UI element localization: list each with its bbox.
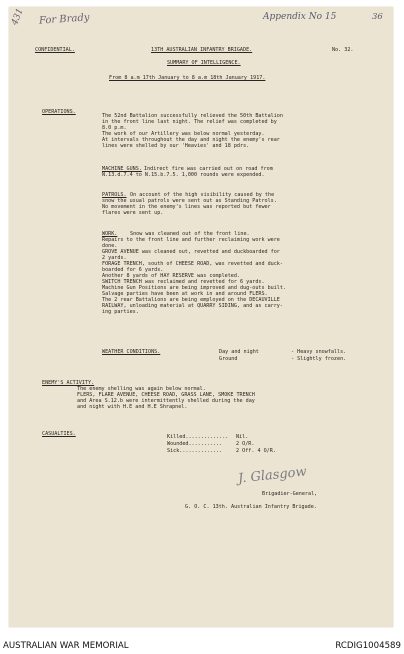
classification: CONFIDENTIAL. (35, 47, 75, 53)
enemy-activity-line: The enemy shelling was again below normal. (77, 386, 206, 392)
unit-name: 13TH AUSTRALIAN INFANTRY BRIGADE. (151, 47, 253, 53)
machine-guns-line: N.13.d.7.4 to N.15.b.7.5. 1,000 rounds were expended. (102, 172, 265, 178)
document-number: No. 32. (332, 47, 354, 53)
operations-line: in the front line last night. The relief was completed by (102, 119, 277, 125)
operations-line: 8.0 p.m. (102, 125, 127, 131)
archive-name: AUSTRALIAN WAR MEMORIAL (3, 641, 129, 651)
work-line: Repairs to the front line and further reclaiming work were (102, 237, 280, 243)
enemy-activity-line: FLERS, FLARE AVENUE, CHEESE ROAD, GRASS LANE, SMOKE TRENCH (77, 392, 255, 398)
signatory-rank: Brigadier-General, (262, 491, 318, 497)
operations-line: The work of our Artillery was below normal yesterday. (102, 131, 265, 137)
handwritten-folio-number: 431 (10, 7, 26, 27)
work-line: Snow was cleaned out of the front line. (130, 231, 250, 237)
archive-record-id: RCDIG1004589 (335, 641, 401, 651)
work-line: FORAGE TRENCH, south of CHEESE ROAD, was revetted and duck- (102, 261, 283, 267)
weather-heading: WEATHER CONDITIONS. (102, 349, 161, 355)
casualty-label: Killed.............. (167, 434, 229, 440)
work-line: ing parties. (102, 309, 139, 315)
casualty-label: Wounded........... (167, 441, 223, 447)
signatory-position: G. O. C. 13th. Australian Infantry Brigade. (185, 504, 317, 510)
patrols-line: snow the usual patrols were sent out as Standing Patrols. (102, 198, 277, 204)
operations-line: lines were shelled by our 'Heavies' and 18 pdrs. (102, 143, 250, 149)
patrols-line: No movement in the enemy's lines was reported but fewer (102, 204, 271, 210)
casualties-heading: CASUALTIES. (42, 431, 76, 437)
work-line: Another 8 yards of HAY RESERVE was completed. (102, 273, 241, 279)
handwritten-signature: J. Glasgow (237, 464, 308, 487)
document-title: SUMMARY OF INTELLIGENCE. (167, 60, 241, 66)
weather-label: Ground (219, 356, 238, 362)
weather-value: - Heavy snowfalls. (291, 349, 347, 355)
handwritten-appendix: Appendix No 15 (263, 12, 337, 22)
patrols-line: On account of the high visibility caused by the (130, 192, 275, 198)
machine-guns-line: Indirect fire was carried out on road from (144, 166, 273, 172)
patrols-line: flares were sent up. (102, 210, 164, 216)
operations-heading: OPERATIONS. (42, 109, 76, 115)
casualty-label: Sick.............. (167, 448, 223, 454)
handwritten-note: For Brady (38, 12, 90, 27)
work-line: SWITCH TRENCH was reclaimed and revetted for 6 yards. (102, 279, 265, 285)
archive-footer (0, 632, 404, 654)
work-line: The 2 rear Battalions are being employed on the DECAUVILLE (102, 297, 280, 303)
patrols-heading: PATROLS. (102, 192, 127, 198)
operations-line: At intervals throughout the day and night the enemy's rear (102, 137, 280, 143)
casualty-value: 2 O/R. (236, 441, 255, 447)
work-line: Machine Gun Positions are being improved and dug-outs built. (102, 285, 287, 291)
casualty-value: Nil. (236, 434, 249, 440)
work-line: RAILWAY, unloading material at QUARRY SIDING, and as carry- (102, 303, 283, 309)
enemy-activity-heading: ENEMY'S ACTIVITY. (42, 380, 95, 386)
enemy-activity-line: and Area S.12.b were intermittently shelled during the day (77, 398, 255, 404)
weather-label: Day and night (219, 349, 259, 355)
weather-value: - Slightly frozen. (291, 356, 347, 362)
operations-line: The 52nd Battalion successfully relieved the 50th Battalion (102, 113, 283, 119)
handwritten-page-number: 36 (372, 12, 383, 22)
work-line: done. (102, 243, 118, 249)
work-line: boarded for 6 yards. (102, 267, 164, 273)
work-line: GROVE AVENUE was cleaned out, revetted and duckboarded for (102, 249, 280, 255)
casualty-value: 2 Off. 4 O/R. (236, 448, 276, 454)
work-line: 2 yards. (102, 255, 127, 261)
work-line: Salvage parties have been at work in and around FLERS. (102, 291, 268, 297)
work-heading: WORK. (102, 231, 118, 237)
document-page (9, 7, 393, 627)
enemy-activity-line: and night with H.E and H.E Shrapnel. (77, 404, 188, 410)
report-period: From 8 a.m 17th January to 8 a.m 18th January 1917. (109, 75, 266, 81)
machine-guns-heading: MACHINE GUNS. (102, 166, 142, 172)
